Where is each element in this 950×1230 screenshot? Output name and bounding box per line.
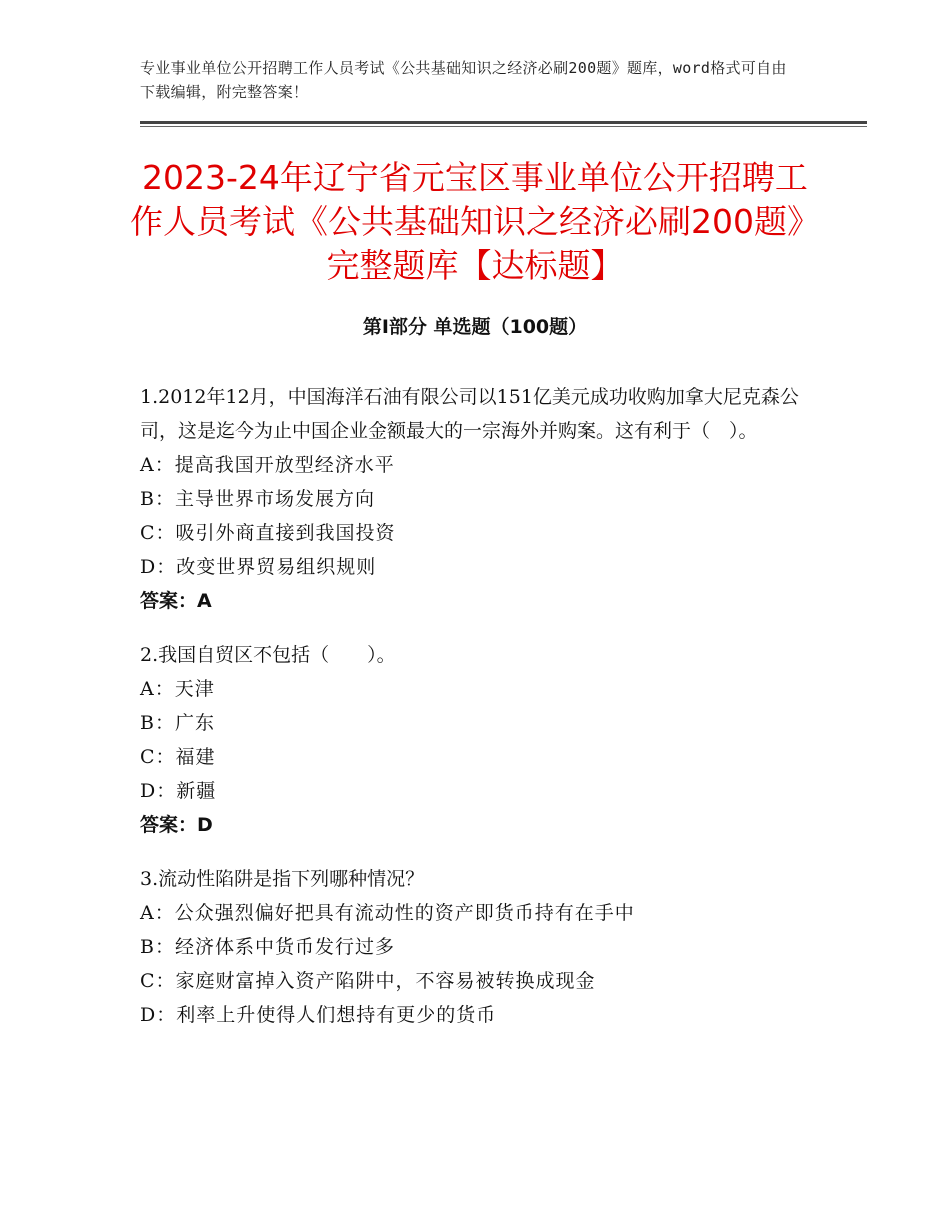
option-c: C：家庭财富掉入资产陷阱中，不容易被转换成现金 xyxy=(140,970,596,992)
question-list xyxy=(140,380,810,1052)
question-stem: 2.我国自贸区不包括（ ）。 xyxy=(140,644,396,666)
option-d: D：新疆 xyxy=(140,780,217,802)
section-heading: 第Ⅰ部分 单选题（100题） xyxy=(362,316,588,338)
answer-label: 答案：D xyxy=(140,814,213,836)
option-d: D：利率上升使得人们想持有更少的货币 xyxy=(140,1004,497,1026)
option-a: A：提高我国开放型经济水平 xyxy=(140,454,395,476)
option-d: D：改变世界贸易组织规则 xyxy=(140,556,377,578)
option-a: A：公众强烈偏好把具有流动性的资产即货币持有在手中 xyxy=(140,902,635,924)
question-stem: 3.流动性陷阱是指下列哪种情况？ xyxy=(140,868,425,890)
option-b: B：主导世界市场发展方向 xyxy=(140,488,375,510)
answer-label: 答案：A xyxy=(140,590,212,612)
question-stem: 1.2012年12月，中国海洋石油有限公司以151亿美元成功收购加拿大尼克森公司，这是迄今为止中国企业金额最大的一宗海外并购案。这有利于（ ）。 xyxy=(140,386,799,442)
question-2 xyxy=(140,638,810,842)
option-c: C：福建 xyxy=(140,746,216,768)
header-note: 专业事业单位公开招聘工作人员考试《公共基础知识之经济必刷200题》题库，word格式可自由下载编辑，附完整答案！ xyxy=(140,59,787,101)
option-b: B：经济体系中货币发行过多 xyxy=(140,936,395,958)
document-title: 2023-24年辽宁省元宝区事业单位公开招聘工作人员考试《公共基础知识之经济必刷200题》完整题库【达标题】 xyxy=(130,158,820,285)
header-rule-thin xyxy=(140,126,867,127)
question-1 xyxy=(140,380,810,618)
option-c: C：吸引外商直接到我国投资 xyxy=(140,522,396,544)
option-b: B：广东 xyxy=(140,712,215,734)
question-3 xyxy=(140,862,810,1032)
header-rule-thick xyxy=(140,121,867,124)
option-a: A：天津 xyxy=(140,678,215,700)
